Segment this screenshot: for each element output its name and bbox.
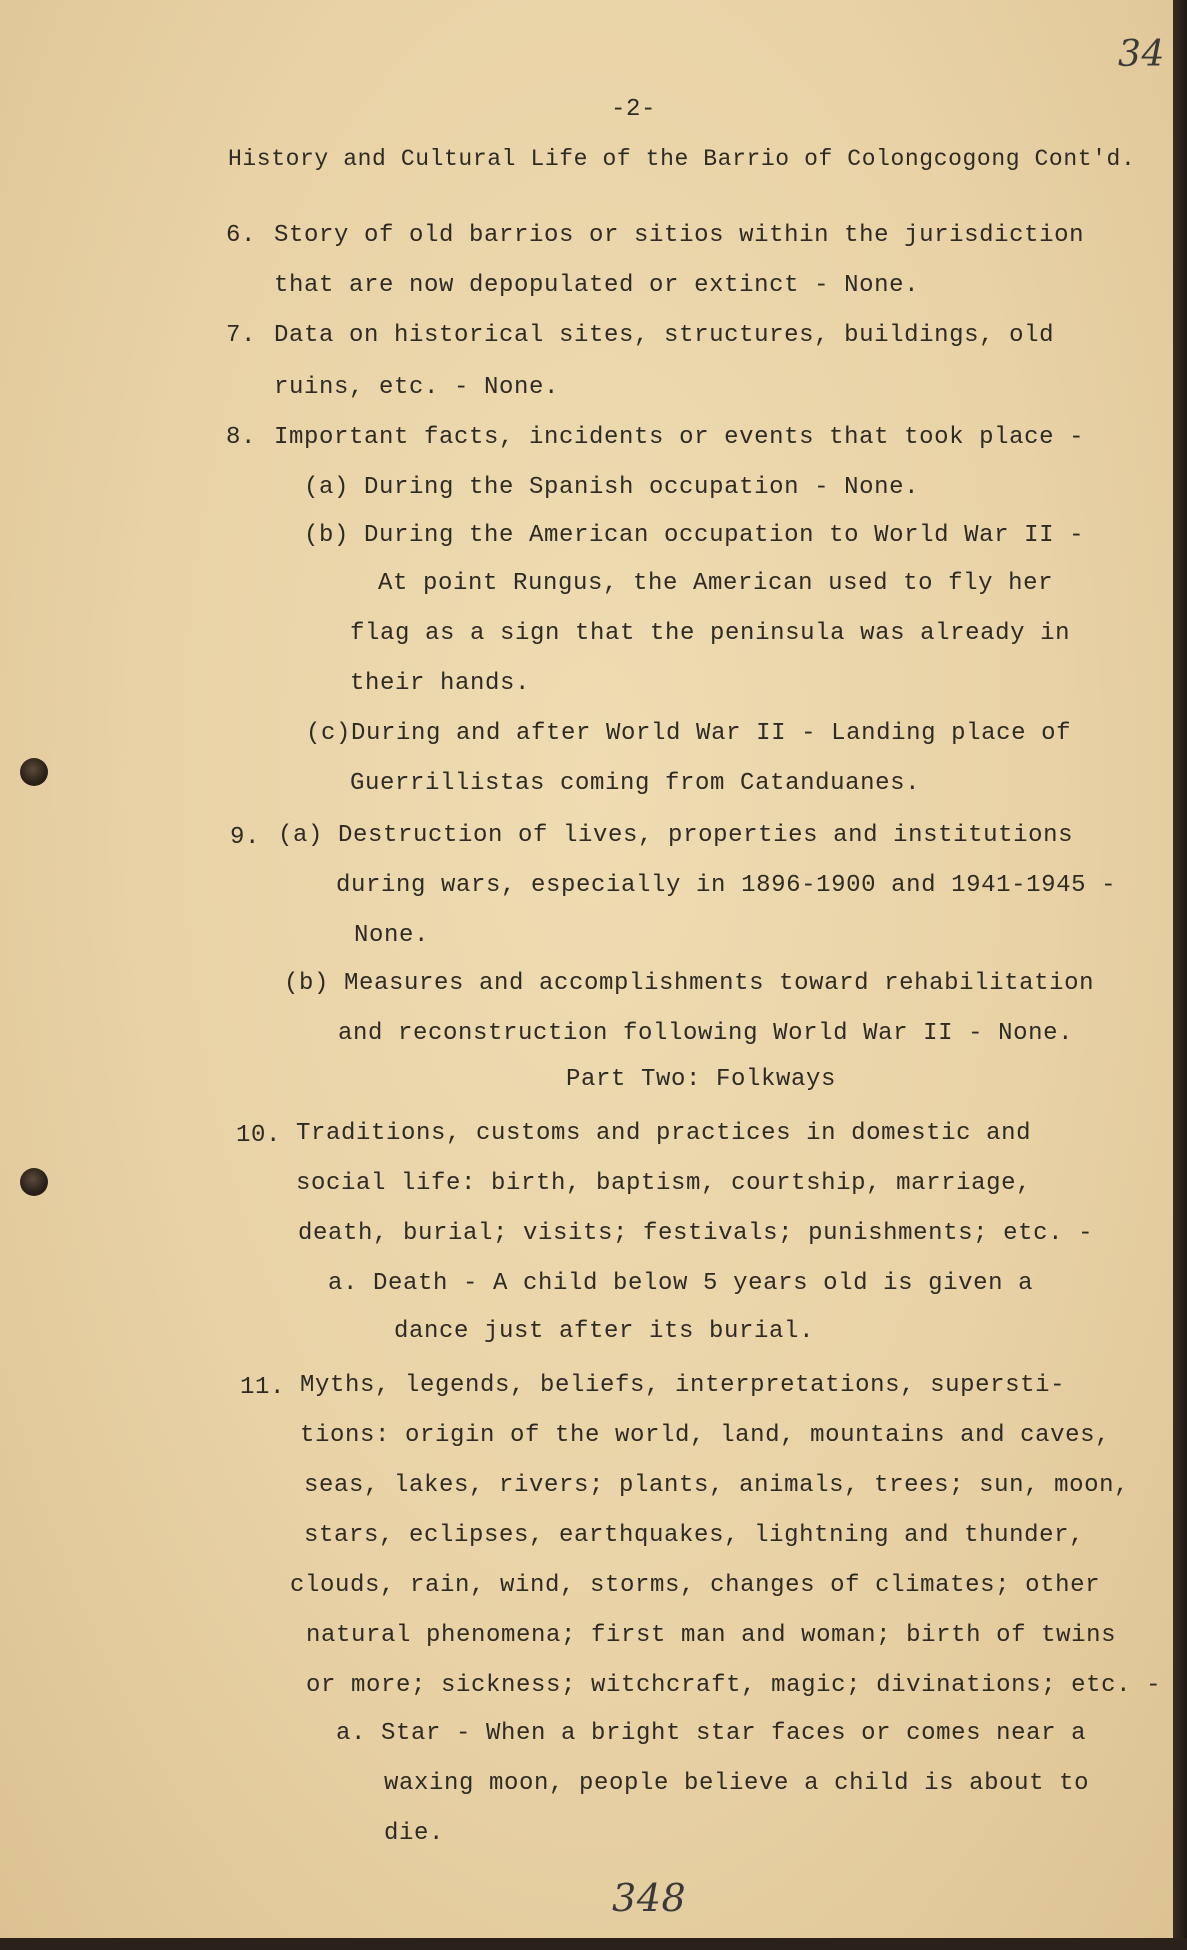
item8-sub-c-line: Guerrillistas coming from Catanduanes.	[350, 770, 921, 797]
item11-line: seas, lakes, rivers; plants, animals, trees; sun, moon,	[304, 1472, 1130, 1499]
item-line: ruins, etc. - None.	[274, 374, 560, 401]
item9-sub-a-line: during wars, especially in 1896-1900 and 1941-1945 -	[336, 872, 1117, 899]
item-number: 9.	[230, 824, 261, 851]
item-number: 7.	[226, 322, 257, 349]
item8-sub-a: (a) During the Spanish occupation - None.	[304, 474, 920, 501]
item9-sub-b-line: (b) Measures and accomplishments toward rehabilitation	[284, 970, 1095, 997]
item-line: Important facts, incidents or events that took place -	[274, 424, 1085, 451]
item8-sub-b-line: their hands.	[350, 670, 531, 697]
item-line: that are now depopulated or extinct - None.	[274, 272, 920, 299]
item9-sub-a-line: None.	[354, 922, 430, 949]
item8-sub-b-line: (b) During the American occupation to World War II -	[304, 522, 1085, 549]
item11-line: clouds, rain, wind, storms, changes of climates; other	[290, 1572, 1101, 1599]
item9-sub-a-line: (a) Destruction of lives, properties and institutions	[278, 822, 1074, 849]
item11-sub-line: die.	[384, 1820, 445, 1847]
item10-sub-line: a. Death - A child below 5 years old is given a	[328, 1270, 1034, 1297]
item9-sub-b-line: and reconstruction following World War II - None.	[338, 1020, 1074, 1047]
item11-line: natural phenomena; first man and woman; birth of twins	[306, 1622, 1117, 1649]
bottom-strip	[0, 1938, 1187, 1950]
item-number: 11.	[240, 1374, 286, 1401]
item11-sub-line: a. Star - When a bright star faces or comes near a	[336, 1720, 1087, 1747]
item10-line: social life: birth, baptism, courtship, marriage,	[296, 1170, 1032, 1197]
corner-page-number: 34	[1118, 34, 1166, 75]
item-number: 10.	[236, 1122, 282, 1149]
item8-sub-b-line: At point Rungus, the American used to fly her	[378, 570, 1054, 597]
punch-hole-top	[20, 758, 48, 786]
item-number: 6.	[226, 222, 257, 249]
item11-line: tions: origin of the world, land, mountains and caves,	[300, 1422, 1111, 1449]
item10-line: death, burial; visits; festivals; punishments; etc. -	[298, 1220, 1094, 1247]
document-header: History and Cultural Life of the Barrio of Colongcogong Cont'd.	[228, 146, 1136, 172]
page-edge-shadow	[1173, 0, 1187, 1950]
item-line: Data on historical sites, structures, buildings, old	[274, 322, 1055, 349]
item-number: 8.	[226, 424, 257, 451]
item11-sub-line: waxing moon, people believe a child is about to	[384, 1770, 1090, 1797]
part-title: Part Two: Folkways	[566, 1066, 837, 1093]
item8-sub-c-line: (c)During and after World War II - Landing place of	[306, 720, 1072, 747]
item11-line: or more; sickness; witchcraft, magic; divinations; etc. -	[306, 1672, 1162, 1699]
punch-hole-bottom	[20, 1168, 48, 1196]
item11-line: stars, eclipses, earthquakes, lightning and thunder,	[304, 1522, 1085, 1549]
handwritten-page-number: 348	[612, 1876, 687, 1920]
page-number: -2-	[610, 96, 656, 123]
item-line: Story of old barrios or sitios within the jurisdiction	[274, 222, 1085, 249]
item8-sub-b-line: flag as a sign that the peninsula was already in	[350, 620, 1071, 647]
item10-line: Traditions, customs and practices in domestic and	[296, 1120, 1032, 1147]
item11-line: Myths, legends, beliefs, interpretations, supersti-	[300, 1372, 1066, 1399]
item10-sub-line: dance just after its burial.	[394, 1318, 815, 1345]
